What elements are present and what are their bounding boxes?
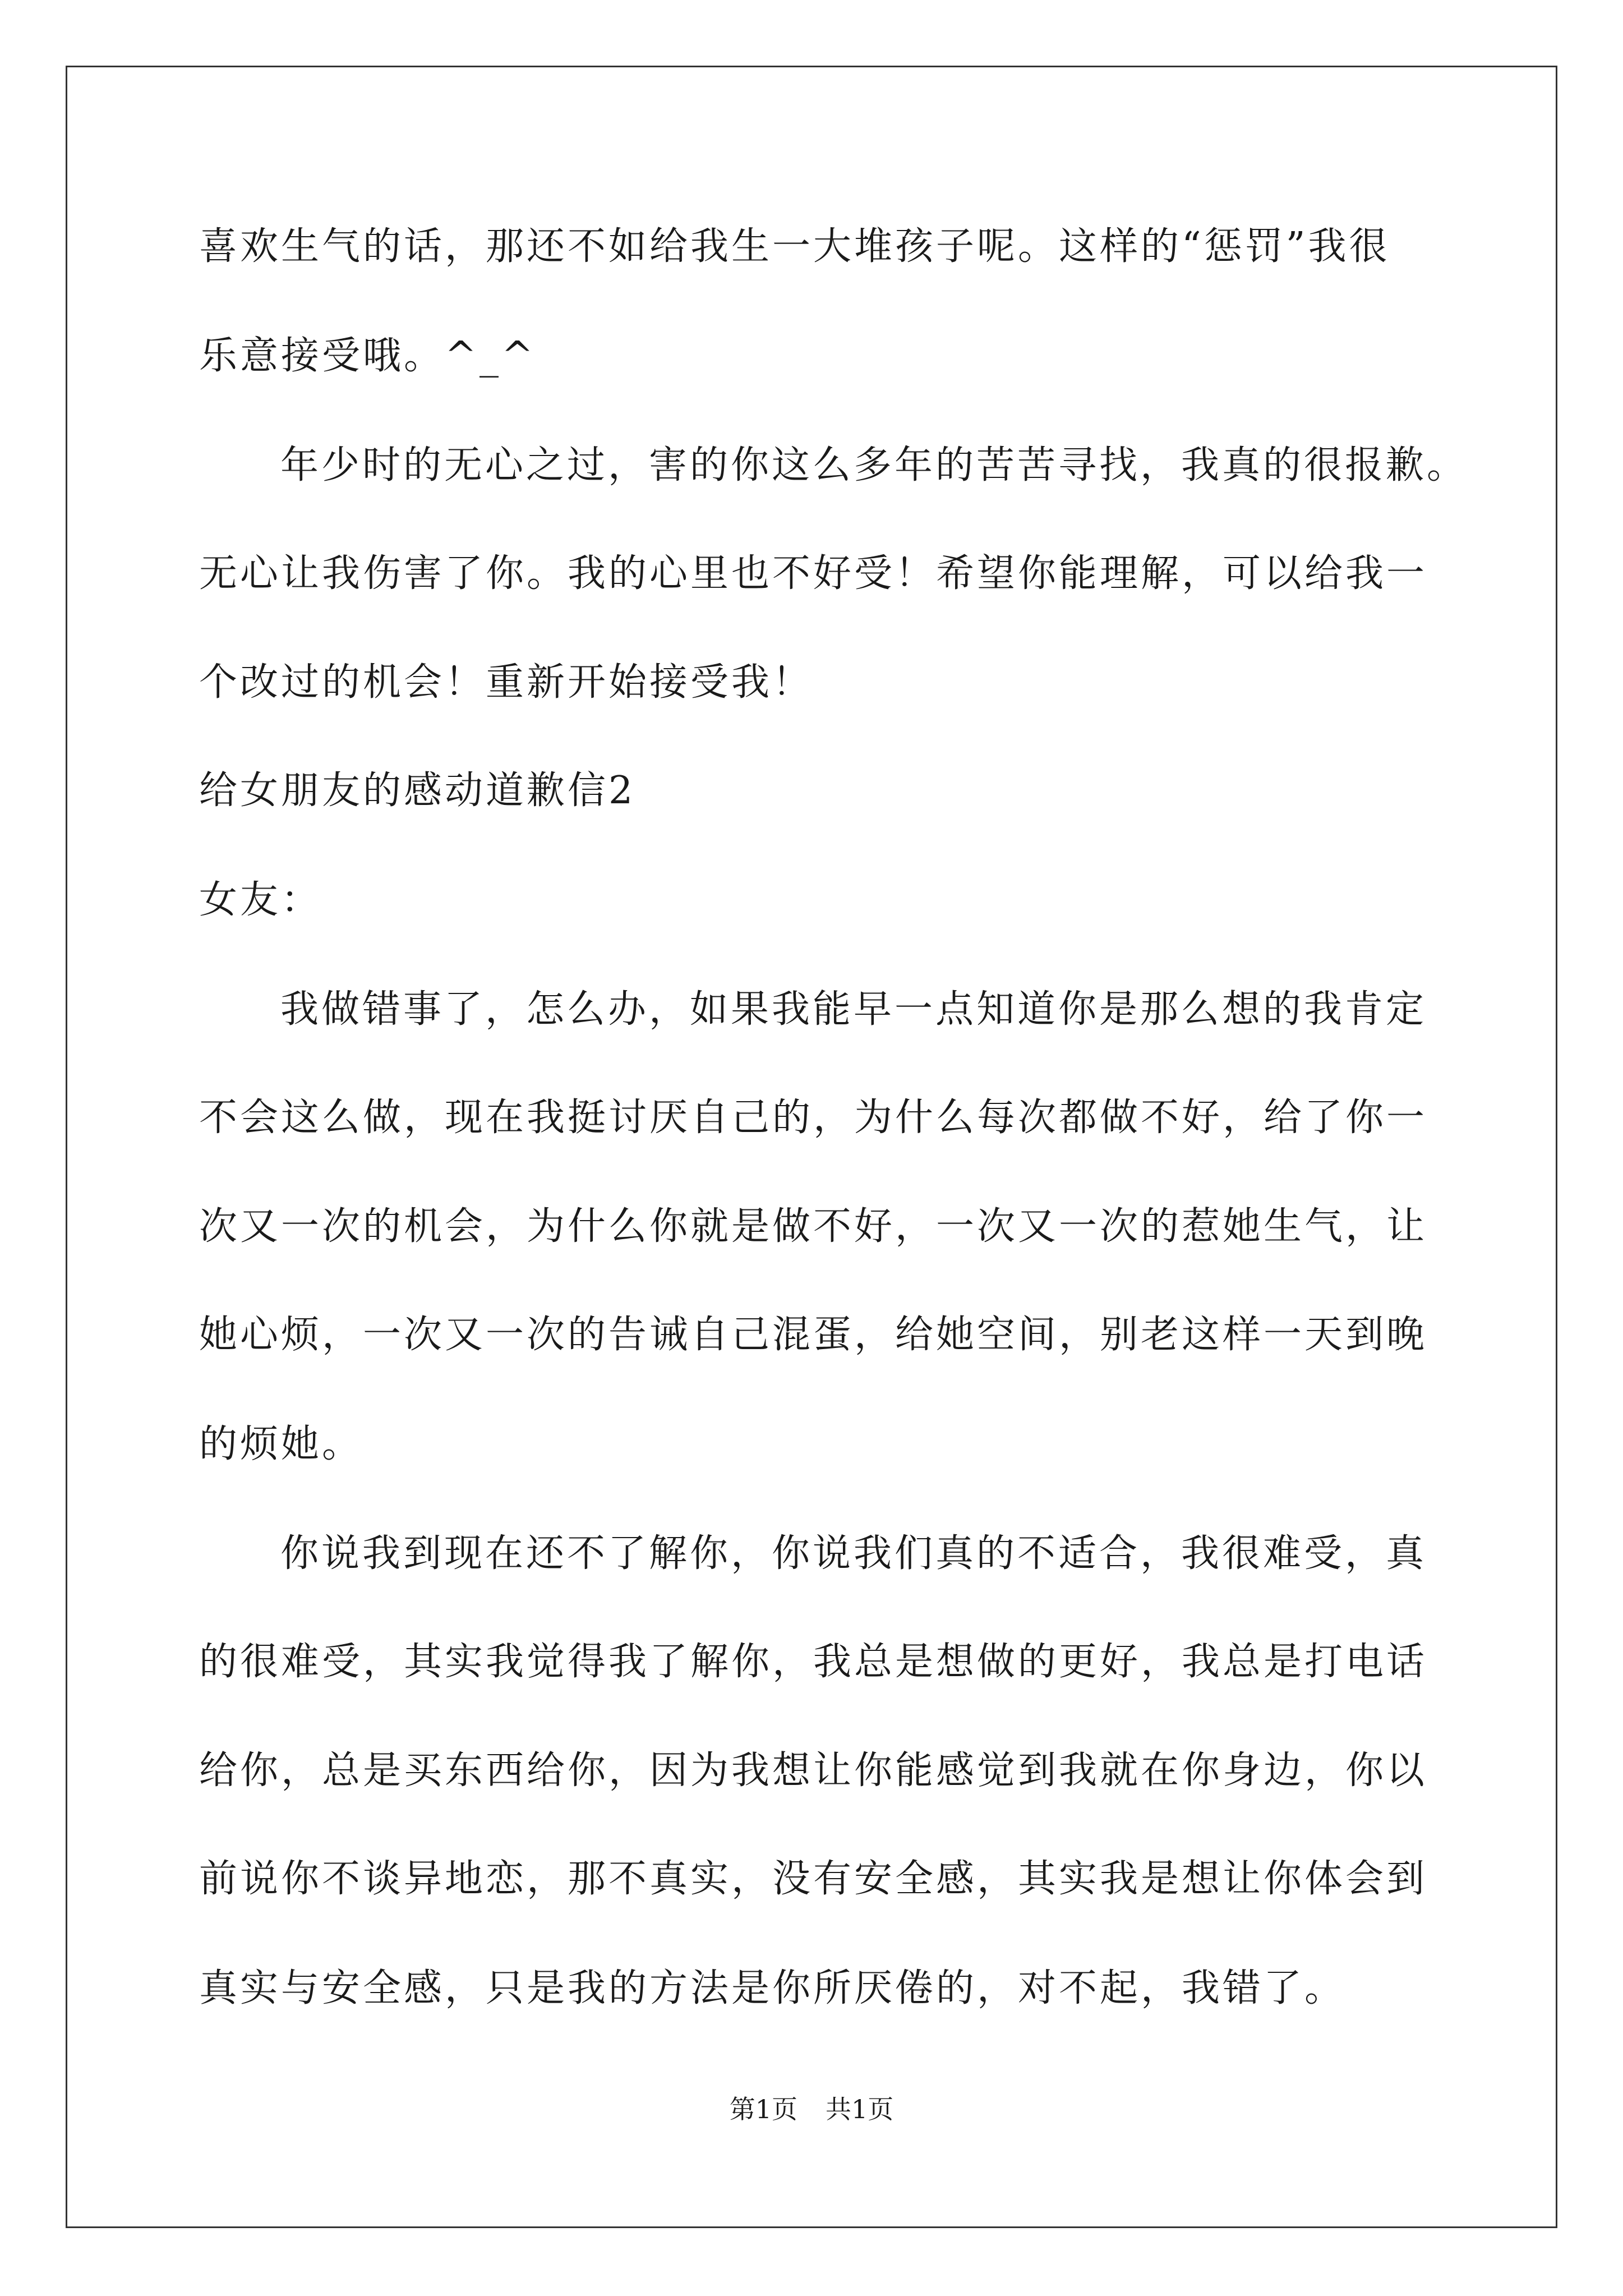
text-line: 给你，总是买东西给你，因为我想让你能感觉到我就在你身边，你以: [199, 1749, 1428, 1793]
text-line: 前说你不谈异地恋，那不真实，没有安全感，其实我是想让你体会到: [199, 1857, 1428, 1901]
section-heading: 给女朋友的感动道歉信2: [199, 769, 636, 813]
text-line: 喜欢生气的话，那还不如给我生一大堆孩子呢。这样的“惩罚”我很: [199, 224, 1390, 269]
text-line: 乐意接受哦。^_^: [199, 334, 536, 378]
text-line: 不会这么做，现在我挺讨厌自己的，为什么每次都做不好，给了你一: [199, 1096, 1428, 1140]
text-line: 次又一次的机会，为什么你就是做不好，一次又一次的惹她生气，让: [199, 1204, 1428, 1249]
page-number-total: 共1页: [826, 2094, 894, 2124]
text-line: 你说我到现在还不了解你，你说我们真的不适合，我很难受，真: [280, 1531, 1427, 1576]
text-line: 个改过的机会！重新开始接受我！: [199, 660, 814, 705]
text-line: 的烦她。: [199, 1422, 363, 1466]
text-line: 她心烦，一次又一次的告诫自己混蛋，给她空间，别老这样一天到晚: [199, 1313, 1428, 1357]
text-line: 无心让我伤害了你。我的心里也不好受！希望你能理解，可以给我一: [199, 551, 1428, 596]
text-line: 我做错事了，怎么办，如果我能早一点知道你是那么想的我肯定: [280, 987, 1427, 1032]
page-footer: [0, 2092, 1623, 2126]
page-number-current: 第1页: [729, 2094, 797, 2124]
salutation: 女友：: [199, 878, 322, 922]
text-line: 的很难受，其实我觉得我了解你，我总是想做的更好，我总是打电话: [199, 1640, 1428, 1684]
text-line: 年少时的无心之过，害的你这么多年的苦苦寻找，我真的很报歉。: [280, 443, 1468, 487]
text-line: 真实与安全感，只是我的方法是你所厌倦的，对不起，我错了。: [199, 1966, 1346, 2010]
